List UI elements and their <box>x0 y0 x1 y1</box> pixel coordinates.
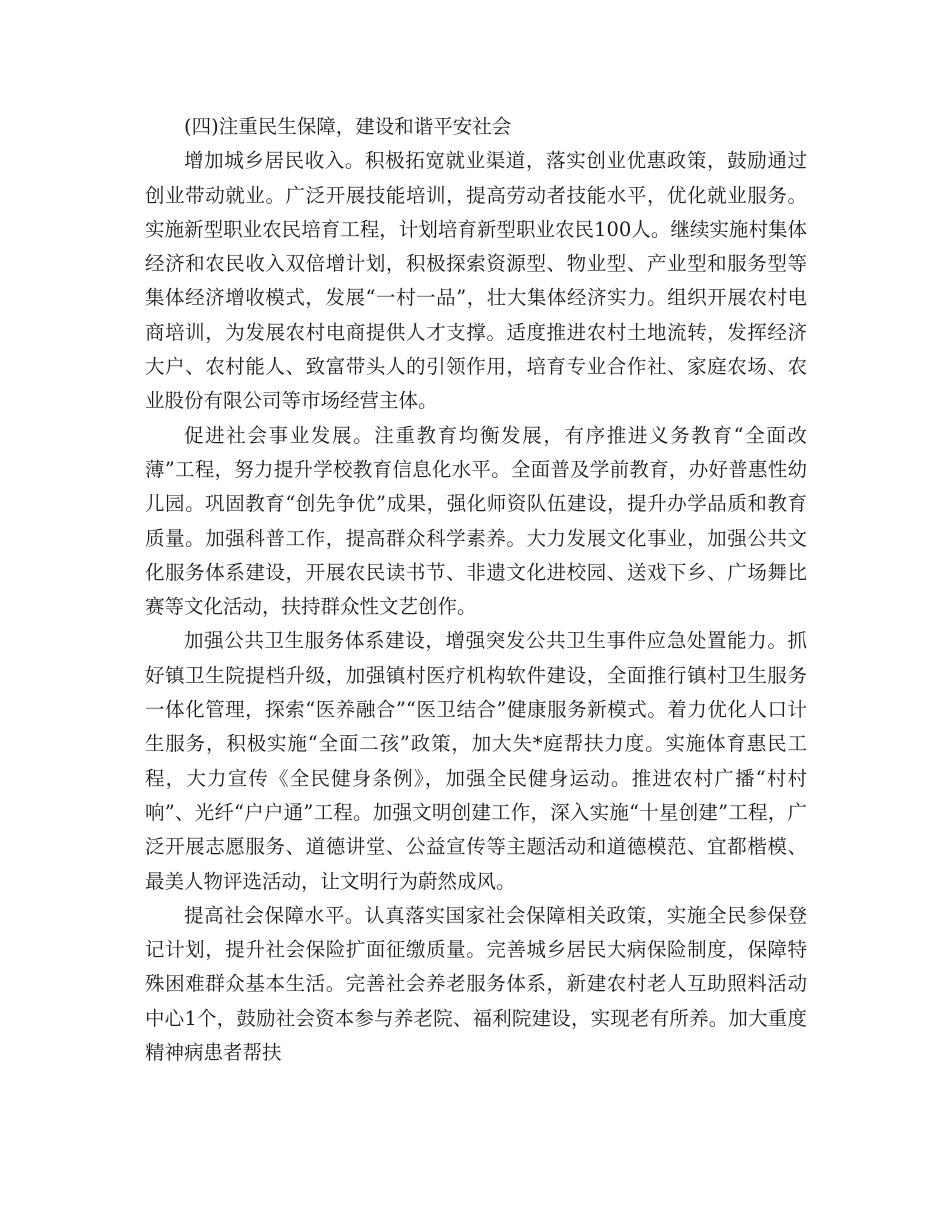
paragraph-social-security: 提高社会保障水平。认真落实国家社会保障相关政策，实施全民参保登记计划，提升社会保险扩面征缴质量。完善城乡居民大病保险制度，保障特殊困难群众基本生活。完善社会养老服务体系，新建农村老人互助照料活动中心1个，鼓励社会资本参与养老院、福利院建设，实现老有所养。加大重度精神病患者帮扶 <box>145 903 807 1065</box>
section-heading: (四)注重民生保障，建设和谐平安社会 <box>184 115 512 138</box>
paragraph-income: 增加城乡居民收入。积极拓宽就业渠道，落实创业优惠政策，鼓励通过创业带动就业。广泛开展技能培训，提高劳动者技能水平，优化就业服务。实施新型职业农民培育工程，计划培育新型职业农民100人。继续实施村集体经济和农民收入双倍增计划，积极探索资源型、物业型、产业型和服务型等集体经济增收模式，发展“一村一品”，壮大集体经济实力。组织开展农村电商培训，为发展农村电商提供人才支撑。适度推进农村土地流转，发挥经济大户、农村能人、致富带头人的引领作用，培育专业合作社、家庭农场、农业股份有限公司等市场经营主体。 <box>145 149 807 413</box>
document-body <box>145 110 807 1070</box>
paragraph-public-health: 加强公共卫生服务体系建设，增强突发公共卫生事件应急处置能力。抓好镇卫生院提档升级，加强镇村医疗机构软件建设，全面推行镇村卫生服务一体化管理，探索“医养融合”“医卫结合”健康服务新模式。着力优化人口计生服务，积极实施“全面二孩”政策，加大失*庭帮扶力度。实施体育惠民工程，大力宣传《全民健身条例》，加强全民健身运动。推进农村广播“村村响”、光纤“户户通”工程。加强文明创建工作，深入实施“十星创建”工程，广泛开展志愿服务、道德讲堂、公益宣传等主题活动和道德模范、宜都楷模、最美人物评选活动，让文明行为蔚然成风。 <box>145 629 807 893</box>
paragraph-social-affairs: 促进社会事业发展。注重教育均衡发展，有序推进义务教育“全面改薄”工程，努力提升学校教育信息化水平。全面普及学前教育，办好普惠性幼儿园。巩固教育“创先争优”成果，强化师资队伍建设，提升办学品质和教育质量。加强科普工作，提高群众科学素养。大力发展文化事业，加强公共文化服务体系建设，开展农民读书节、非遗文化进校园、送戏下乡、广场舞比赛等文化活动，扶持群众性文艺创作。 <box>145 423 807 619</box>
